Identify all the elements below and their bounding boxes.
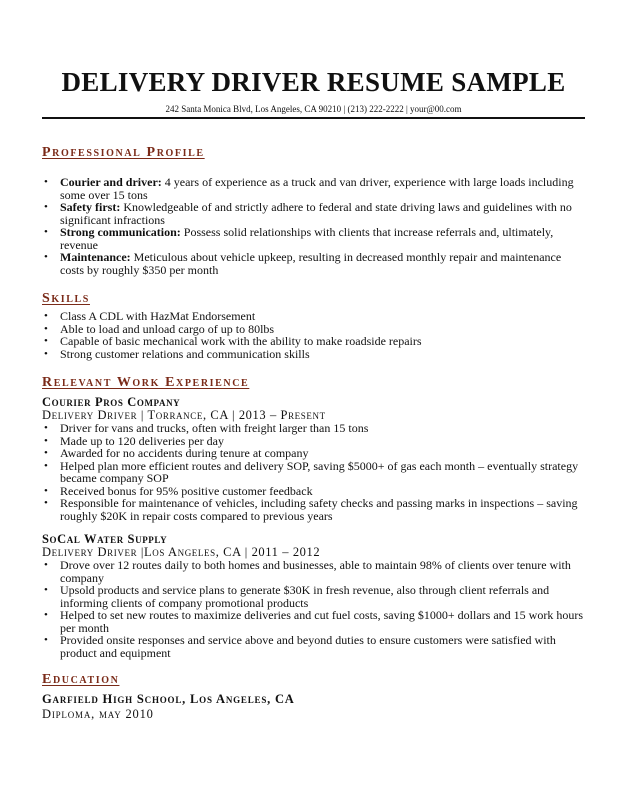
job-company: Courier Pros Company <box>42 395 181 409</box>
profile-item <box>42 251 587 276</box>
job-bullets <box>42 422 587 522</box>
profile-item <box>42 176 587 201</box>
job-entry <box>42 532 587 659</box>
profile-list <box>42 176 587 276</box>
job-bullets <box>42 559 587 659</box>
skill-item: • Able to load and unload cargo of up to 80lbs <box>42 323 587 336</box>
job-bullet: • Driver for vans and trucks, often with freight larger than 15 tons <box>42 422 587 435</box>
skill-item: • Class A CDL with HazMat Endorsement <box>42 310 587 323</box>
profile-item-text: Meticulous about vehicle upkeep, resulting in decreased monthly repair and maintenance costs by roughly $350 per month <box>60 250 562 277</box>
profile-item-label: Safety first: <box>60 200 121 214</box>
profile-item <box>42 201 587 226</box>
job-role: Delivery Driver |Los Angeles, CA | 2011 – 2012 <box>42 545 321 559</box>
section-heading-profile: Professional Profile <box>42 145 205 160</box>
job-bullet: • Responsible for maintenance of vehicles, including safety checks and passing marks in inspections – saving roughly $20K in repair costs compared to previous years <box>42 497 587 522</box>
skills-list <box>42 310 587 360</box>
job-bullet: • Upsold products and service plans to generate $30K in fresh revenue, also through client referrals and informing clients of company promotional products <box>42 584 587 609</box>
section-skills <box>42 290 587 360</box>
section-heading-experience: Relevant Work Experience <box>42 375 250 390</box>
section-professional-profile <box>42 144 587 276</box>
profile-item-text: Knowledgeable of and strictly adhere to federal and state driving laws and guidelines with no significant infractions <box>60 200 572 227</box>
job-entry <box>42 395 587 522</box>
job-bullet: • Received bonus for 95% positive customer feedback <box>42 485 587 498</box>
profile-item-label: Strong communication: <box>60 225 181 239</box>
contact-line: 242 Santa Monica Blvd, Los Angeles, CA 90210 | (213) 222-2222 | your@00.com <box>165 104 462 114</box>
profile-item-label: Maintenance: <box>60 250 131 264</box>
section-education <box>42 671 587 722</box>
job-bullet: • Made up to 120 deliveries per day <box>42 435 587 448</box>
skill-item: • Strong customer relations and communication skills <box>42 348 587 361</box>
resume-body <box>42 144 587 722</box>
job-role: Delivery Driver | Torrance, CA | 2013 – Present <box>42 408 326 422</box>
job-bullet: • Awarded for no accidents during tenure at company <box>42 447 587 460</box>
profile-item-text: 4 years of experience as a truck and van driver, experience with large loads including some over 15 tons <box>60 175 574 202</box>
job-bullet: • Provided onsite responses and service above and beyond duties to ensure customers were satisfied with product and equipment <box>42 634 587 659</box>
education-school: Garfield High School, Los Angeles, CA <box>42 692 295 706</box>
skill-item: • Capable of basic mechanical work with the ability to make roadside repairs <box>42 335 587 348</box>
resume-title: DELIVERY DRIVER RESUME SAMPLE <box>61 67 566 97</box>
job-bullet: • Drove over 12 routes daily to both homes and businesses, able to maintain 98% of clients over tenure with company <box>42 559 587 584</box>
profile-item-label: Courier and driver: <box>60 175 162 189</box>
job-company: SoCal Water Supply <box>42 532 168 546</box>
section-heading-education: Education <box>42 672 120 687</box>
job-bullet: • Helped plan more efficient routes and delivery SOP, saving $5000+ of gas each month – eventually strategy became company SOP <box>42 460 587 485</box>
job-bullet: • Helped to set new routes to maximize deliveries and cut fuel costs, saving $1000+ dollars and 15 work hours per month <box>42 609 587 634</box>
header-divider <box>42 117 585 119</box>
education-degree: Diploma, may 2010 <box>42 707 154 721</box>
profile-item-text: Possess solid relationships with clients that increase referrals and, ultimately, revenue <box>60 225 554 252</box>
section-heading-skills: Skills <box>42 291 90 306</box>
profile-item <box>42 226 587 251</box>
section-work-experience <box>42 374 587 659</box>
